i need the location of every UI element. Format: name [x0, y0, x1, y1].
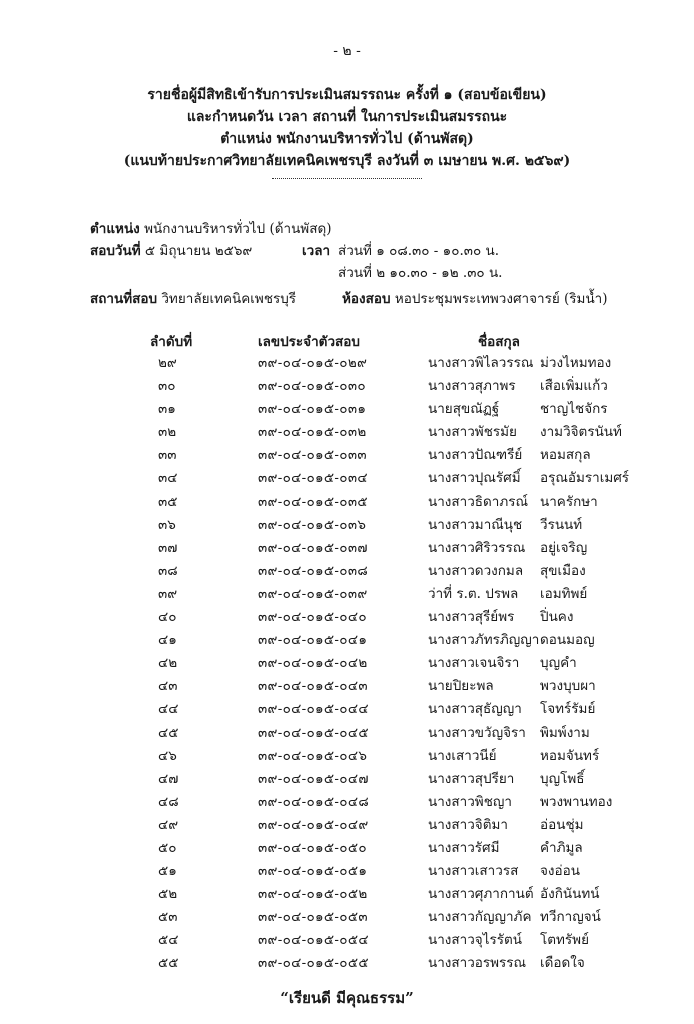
row-exam-id: ๓๙-๐๔-๐๑๕-๐๔๙ [258, 816, 369, 833]
row-last-name: ชาญไชจักร [540, 401, 608, 418]
table-row [0, 537, 694, 560]
row-last-name: ม่วงไหมทอง [540, 355, 612, 371]
row-order: ๕๐ [158, 839, 177, 856]
table-row [0, 421, 694, 444]
row-order: ๔๕ [158, 724, 179, 741]
row-last-name: เดือดใจ [540, 955, 585, 972]
row-first-name: นางสาวปัณฑรีย์ [428, 447, 523, 464]
table-row [0, 860, 694, 883]
row-order: ๕๔ [158, 932, 179, 949]
table-row [0, 675, 694, 698]
row-last-name: อรุณอัมราเมศร์ [540, 470, 630, 487]
row-exam-id: ๓๙-๐๔-๐๑๕-๐๓๗ [258, 539, 368, 556]
row-first-name: นางสาวภัทรภิญญา [428, 632, 540, 649]
row-order: ๔๐ [158, 609, 177, 626]
row-exam-id: ๓๙-๐๔-๐๑๕-๐๕๕ [258, 955, 369, 972]
row-exam-id: ๓๙-๐๔-๐๑๕-๐๔๖ [258, 747, 368, 764]
row-first-name: นางสาวสุรีย์พร [428, 609, 515, 626]
row-last-name: ดอนมอญ [540, 632, 595, 649]
row-exam-id: ๓๙-๐๔-๐๑๕-๐๔๗ [258, 770, 369, 787]
row-exam-id: ๓๙-๐๔-๐๑๕-๐๓๐ [258, 378, 366, 395]
row-first-name: นางสาวกัญญาภัค [428, 909, 532, 926]
row-first-name: นางสาวพิชญา [428, 793, 512, 810]
row-first-name: นางสาวอรพรรณ [428, 955, 527, 972]
row-first-name: นางสาวสุภาพร [428, 378, 516, 395]
table-row [0, 768, 694, 791]
row-exam-id: ๓๙-๐๔-๐๑๕-๐๔๑ [258, 632, 368, 649]
row-exam-id: ๓๙-๐๔-๐๑๕-๐๔๕ [258, 724, 369, 741]
venue-row [90, 288, 650, 310]
exam-info [90, 218, 650, 310]
position-row [90, 218, 650, 240]
row-order: ๓๙ [158, 585, 178, 602]
row-last-name: บุญโพธิ์ [540, 770, 585, 787]
session-2-row [90, 262, 650, 284]
row-first-name: นางสาวจุไรรัตน์ [428, 932, 522, 949]
room-value: หอประชุมพระเทพวงศาจารย์ (ริมน้ำ) [394, 291, 608, 307]
row-first-name: นางสาวปุณรัศมิ์ [428, 470, 521, 487]
header-dotted-divider [272, 178, 422, 179]
row-exam-id: ๓๙-๐๔-๐๑๕-๐๒๙ [258, 355, 368, 371]
row-order: ๕๒ [158, 886, 178, 903]
row-first-name: นางสาวมาณีนุช [428, 516, 523, 533]
row-first-name: นางสาวพัชรมัย [428, 424, 517, 441]
table-row [0, 514, 694, 537]
session-2: ส่วนที่ ๒ ๑๐.๓๐ - ๑๒ .๓๐ น. [338, 265, 503, 281]
row-order: ๔๘ [158, 793, 179, 810]
row-order: ๓๐ [158, 378, 176, 395]
row-order: ๓๗ [158, 539, 178, 556]
row-last-name: พวงบุบผา [540, 678, 596, 695]
row-first-name: นางสาวรัศมี [428, 839, 500, 856]
row-last-name: อ่อนชุ่ม [540, 816, 584, 833]
document-header [0, 84, 694, 179]
time-label: เวลา [302, 243, 331, 259]
venue-value: วิทยาลัยเทคนิคเพชรบุรี [161, 291, 297, 307]
row-order: ๓๖ [158, 516, 176, 533]
row-first-name: นางสาวเสาวรส [428, 863, 519, 880]
row-first-name: นางสาวธิดาภรณ์ [428, 493, 529, 510]
table-row [0, 791, 694, 814]
room-label: ห้องสอบ [342, 291, 391, 307]
row-exam-id: ๓๙-๐๔-๐๑๕-๐๓๕ [258, 493, 368, 510]
row-order: ๔๒ [158, 655, 178, 672]
row-last-name: อังกินันทน์ [540, 886, 600, 903]
row-last-name: บุญคำ [540, 655, 577, 672]
row-last-name: วีรนนท์ [540, 516, 583, 533]
row-exam-id: ๓๙-๐๔-๐๑๕-๐๓๘ [258, 562, 369, 579]
table-row [0, 398, 694, 421]
row-order: ๓๕ [158, 493, 178, 510]
row-order: ๕๕ [158, 955, 179, 972]
row-first-name: นางสาวจิติมา [428, 816, 508, 833]
header-title-line-4: (แนบท้ายประกาศวิทยาลัยเทคนิคเพชรบุรี ลงวันที่ ๓ เมษายน พ.ศ. ๒๕๖๙) [123, 153, 571, 169]
table-row [0, 560, 694, 583]
table-row [0, 929, 694, 952]
row-first-name: นางสาวศิริวรรณ [428, 539, 526, 556]
table-body [0, 352, 694, 976]
row-order: ๕๓ [158, 909, 178, 926]
row-exam-id: ๓๙-๐๔-๐๑๕-๐๕๓ [258, 909, 368, 926]
row-last-name: จงอ่อน [540, 863, 580, 880]
row-exam-id: ๓๙-๐๔-๐๑๕-๐๔๘ [258, 793, 370, 810]
table-row [0, 745, 694, 768]
row-first-name: นางสาวดวงกมล [428, 562, 524, 579]
table-row [0, 444, 694, 467]
row-order: ๓๔ [158, 470, 178, 487]
row-last-name: โตทรัพย์ [540, 932, 589, 949]
row-first-name: นางสาวพิไลวรรณ [428, 355, 534, 371]
table-row [0, 491, 694, 514]
header-order: ลำดับที่ [150, 334, 193, 350]
row-exam-id: ๓๙-๐๔-๐๑๕-๐๓๓ [258, 447, 367, 464]
row-first-name: นางสาวสุปรียา [428, 770, 515, 787]
row-last-name: นาครักษา [540, 493, 598, 510]
header-title-line-3: ตำแหน่ง พนักงานบริหารทั่วไป (ด้านพัสดุ) [220, 131, 474, 147]
header-name: ชื่อสกุล [478, 334, 520, 350]
row-first-name: นางสาวเจนจิรา [428, 655, 520, 672]
row-last-name: งามวิจิตรนันท์ [540, 424, 622, 441]
row-exam-id: ๓๙-๐๔-๐๑๕-๐๔๒ [258, 655, 368, 672]
row-exam-id: ๓๙-๐๔-๐๑๕-๐๓๙ [258, 585, 368, 602]
table-row [0, 352, 694, 375]
row-last-name: อยู่เจริญ [540, 539, 588, 556]
table-row [0, 952, 694, 975]
row-order: ๓๑ [158, 401, 176, 418]
row-exam-id: ๓๙-๐๔-๐๑๕-๐๔๔ [258, 701, 369, 718]
header-title-line-2: และกำหนดวัน เวลา สถานที่ ในการประเมินสมรรถนะ [186, 109, 508, 125]
row-first-name: ว่าที่ ร.ต. ปรพล [428, 585, 519, 602]
exam-date-value: ๕ มิถุนายน ๒๕๖๙ [144, 243, 253, 259]
row-last-name: พวงพานทอง [540, 793, 613, 810]
position-label: ตำแหน่ง [90, 221, 140, 237]
table-row [0, 837, 694, 860]
row-exam-id: ๓๙-๐๔-๐๑๕-๐๕๐ [258, 839, 367, 856]
row-first-name: นายปิยะพล [428, 678, 494, 695]
row-last-name: ทวีกาญจน์ [540, 909, 601, 926]
table-header [0, 330, 694, 352]
motto: “เรียนดี มีคุณธรรม” [280, 989, 414, 1007]
row-exam-id: ๓๙-๐๔-๐๑๕-๐๕๒ [258, 886, 368, 903]
row-first-name: นางสาวสุธัญญา [428, 701, 522, 718]
row-first-name: นางเสาวนีย์ [428, 747, 497, 764]
row-last-name: สุขเมือง [540, 562, 586, 579]
row-first-name: นางสาวศุภากานต์ [428, 886, 534, 903]
row-last-name: หอมสกุล [540, 447, 591, 464]
row-exam-id: ๓๙-๐๔-๐๑๕-๐๓๖ [258, 516, 367, 533]
table-row [0, 906, 694, 929]
table-row [0, 583, 694, 606]
candidate-table [0, 330, 694, 976]
row-exam-id: ๓๙-๐๔-๐๑๕-๐๕๑ [258, 863, 368, 880]
row-exam-id: ๓๙-๐๔-๐๑๕-๐๔๓ [258, 678, 368, 695]
row-last-name: พิมพ์งาม [540, 724, 590, 741]
session-1: ส่วนที่ ๑ ๐๘.๓๐ - ๑๐.๓๐ น. [338, 243, 500, 259]
row-order: ๒๙ [158, 355, 177, 371]
table-row [0, 629, 694, 652]
row-order: ๔๑ [158, 632, 177, 649]
row-order: ๕๑ [158, 863, 177, 880]
position-value: พนักงานบริหารทั่วไป (ด้านพัสดุ) [144, 221, 332, 237]
table-row [0, 722, 694, 745]
header-title-line-1: รายชื่อผู้มีสิทธิเข้ารับการประเมินสมรรถนะ ครั้งที่ ๑ (สอบข้อเขียน) [147, 87, 547, 103]
row-last-name: เอมทิพย์ [540, 585, 588, 602]
page-number: - ๒ - [333, 43, 361, 59]
exam-date-label: สอบวันที่ [90, 243, 141, 259]
row-last-name: เสือเพิ่มแก้ว [540, 378, 608, 395]
table-row [0, 467, 694, 490]
row-order: ๔๔ [158, 701, 179, 718]
row-last-name: คำภิมูล [540, 839, 583, 856]
venue-label: สถานที่สอบ [90, 291, 158, 307]
row-first-name: นายสุขณัฏฐ์ [428, 401, 500, 418]
row-last-name: หอมจันทร์ [540, 747, 600, 764]
row-exam-id: ๓๙-๐๔-๐๑๕-๐๕๔ [258, 932, 369, 949]
table-row [0, 375, 694, 398]
room-group [342, 288, 608, 310]
row-order: ๓๘ [158, 562, 178, 579]
table-row [0, 883, 694, 906]
row-first-name: นางสาวขวัญจิรา [428, 724, 526, 741]
row-order: ๓๓ [158, 447, 177, 464]
row-last-name: โจทร์รัมย์ [540, 701, 596, 718]
row-exam-id: ๓๙-๐๔-๐๑๕-๐๓๔ [258, 470, 368, 487]
row-order: ๔๖ [158, 747, 177, 764]
exam-date-row [90, 240, 650, 262]
row-exam-id: ๓๙-๐๔-๐๑๕-๐๓๒ [258, 424, 367, 441]
row-order: ๔๗ [158, 770, 179, 787]
table-row [0, 652, 694, 675]
row-order: ๔๙ [158, 816, 179, 833]
row-last-name: ปิ่นคง [540, 609, 574, 626]
row-exam-id: ๓๙-๐๔-๐๑๕-๐๔๐ [258, 609, 367, 626]
table-row [0, 814, 694, 837]
row-order: ๓๒ [158, 424, 177, 441]
row-order: ๔๓ [158, 678, 178, 695]
table-row [0, 606, 694, 629]
table-row [0, 698, 694, 721]
row-exam-id: ๓๙-๐๔-๐๑๕-๐๓๑ [258, 401, 367, 418]
header-exam-id: เลขประจำตัวสอบ [258, 334, 360, 350]
